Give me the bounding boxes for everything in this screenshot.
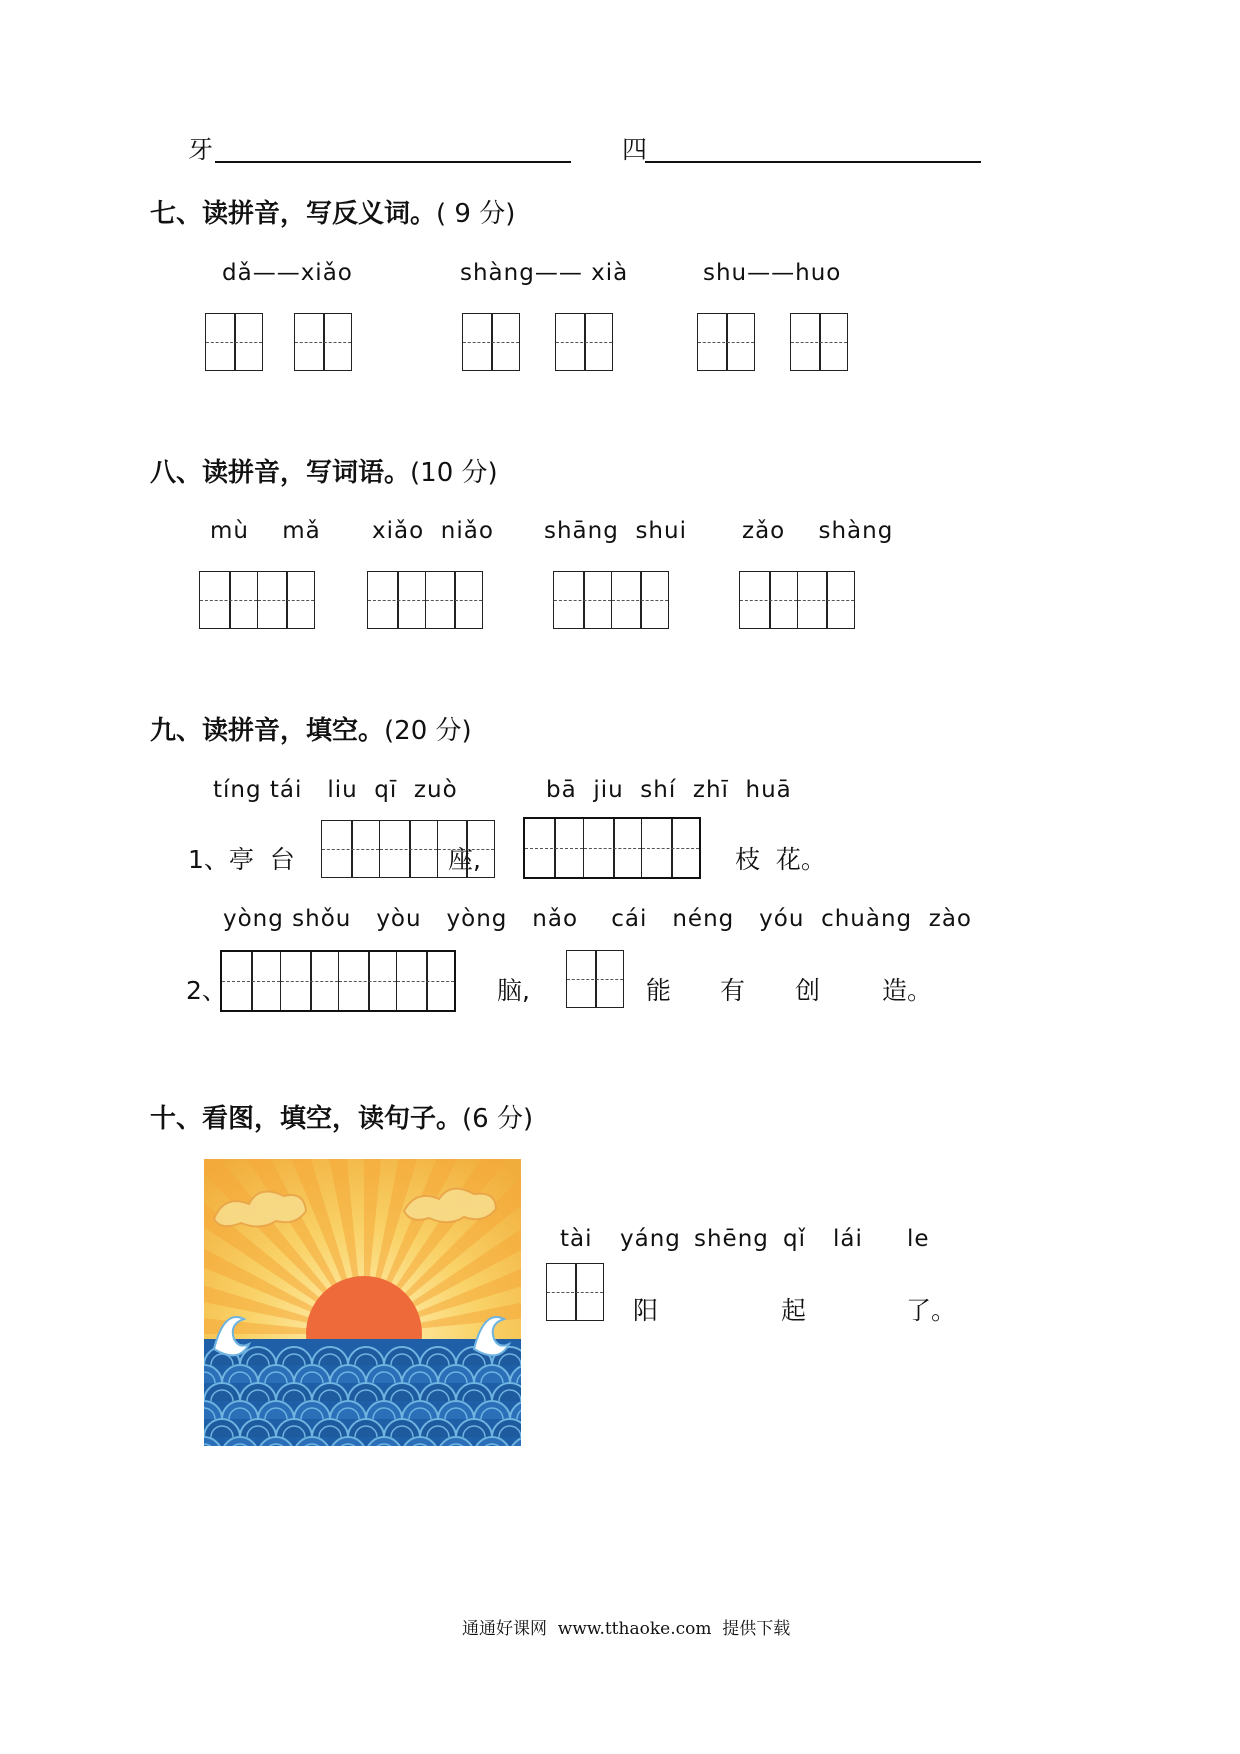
answer-box-8-2[interactable]	[367, 571, 483, 629]
section7-score: ( 9 分)	[436, 199, 516, 229]
section9-title: 九、读拼音，填空。	[150, 716, 385, 746]
footer-text: 通通好课网 www.tthaoke.com 提供下载	[462, 1619, 791, 1639]
section8-heading	[150, 452, 498, 489]
answer-box-7b2[interactable]	[555, 313, 613, 371]
answer-box-7a1[interactable]	[205, 313, 263, 371]
section10-pinyin-6: le	[907, 1226, 930, 1252]
section7-pinyin-1: dǎ——xiǎo	[222, 260, 353, 286]
section10-pinyin-5: lái	[833, 1226, 863, 1252]
top-right-char: 四	[622, 135, 648, 164]
section9-q1-mid: 座,	[448, 845, 481, 874]
section10-char-1: 阳	[633, 1296, 659, 1325]
section9-q1-prefix: 1、亭 台	[188, 845, 295, 874]
answer-box-8-3[interactable]	[553, 571, 669, 629]
section9-q1-pinyin-b: bā jiu shí zhī huā	[546, 777, 792, 803]
section8-score: (10 分)	[410, 458, 498, 488]
section9-q2-word-2: 有	[720, 976, 746, 1005]
section8-pinyin-2: xiǎo niǎo	[372, 518, 494, 544]
section7-title: 七、读拼音，写反义词。	[150, 199, 437, 229]
section9-q1-suffix: 枝 花。	[735, 845, 826, 874]
sunrise-picture	[204, 1159, 521, 1446]
section9-q2-word-4: 造。	[882, 976, 933, 1005]
section10-pinyin-3: shēng	[694, 1226, 769, 1252]
blank-line-1[interactable]	[215, 161, 571, 163]
answer-box-9-q1-b[interactable]	[523, 817, 701, 879]
answer-box-9-q2-b[interactable]	[566, 950, 624, 1008]
section10-char-3: 了。	[906, 1296, 957, 1325]
answer-box-7c2[interactable]	[790, 313, 848, 371]
section9-q2-word-3: 创	[795, 976, 821, 1005]
section8-pinyin-4: zǎo shàng	[742, 518, 894, 544]
section7-heading	[150, 193, 515, 230]
section9-q2-prefix: 2、	[186, 976, 227, 1005]
top-left-char: 牙	[188, 135, 214, 164]
section7-pinyin-3: shu——huo	[703, 260, 842, 286]
section9-heading	[150, 710, 472, 747]
answer-box-10[interactable]	[546, 1263, 604, 1321]
section10-char-2: 起	[781, 1296, 807, 1325]
section10-title: 十、看图，填空，读句子。	[150, 1104, 463, 1134]
section10-pinyin-2: yáng	[620, 1226, 681, 1252]
section10-pinyin-4: qǐ	[783, 1226, 806, 1252]
answer-box-8-4[interactable]	[739, 571, 855, 629]
section9-q2-mid: 脑,	[497, 976, 530, 1005]
section7-pinyin-2: shàng—— xià	[460, 260, 629, 286]
answer-box-7a2[interactable]	[294, 313, 352, 371]
answer-box-9-q2-a[interactable]	[220, 950, 456, 1012]
section9-q1-pinyin-a: tíng tái liu qī zuò	[213, 777, 458, 803]
section10-score: (6 分)	[462, 1104, 534, 1134]
section10-heading	[150, 1098, 533, 1135]
section8-pinyin-1: mù mǎ	[210, 518, 321, 544]
section10-pinyin-1: tài	[560, 1226, 593, 1252]
answer-box-7b1[interactable]	[462, 313, 520, 371]
blank-line-2[interactable]	[645, 161, 981, 163]
section9-q2-pinyin: yòng shǒu yòu yòng nǎo cái néng yóu chuàng zào	[223, 906, 973, 932]
answer-box-7c1[interactable]	[697, 313, 755, 371]
section9-q2-word-1: 能	[646, 976, 672, 1005]
section9-score: (20 分)	[384, 716, 472, 746]
section8-pinyin-3: shāng shui	[544, 518, 687, 544]
answer-box-8-1[interactable]	[199, 571, 315, 629]
section8-title: 八、读拼音，写词语。	[150, 458, 411, 488]
